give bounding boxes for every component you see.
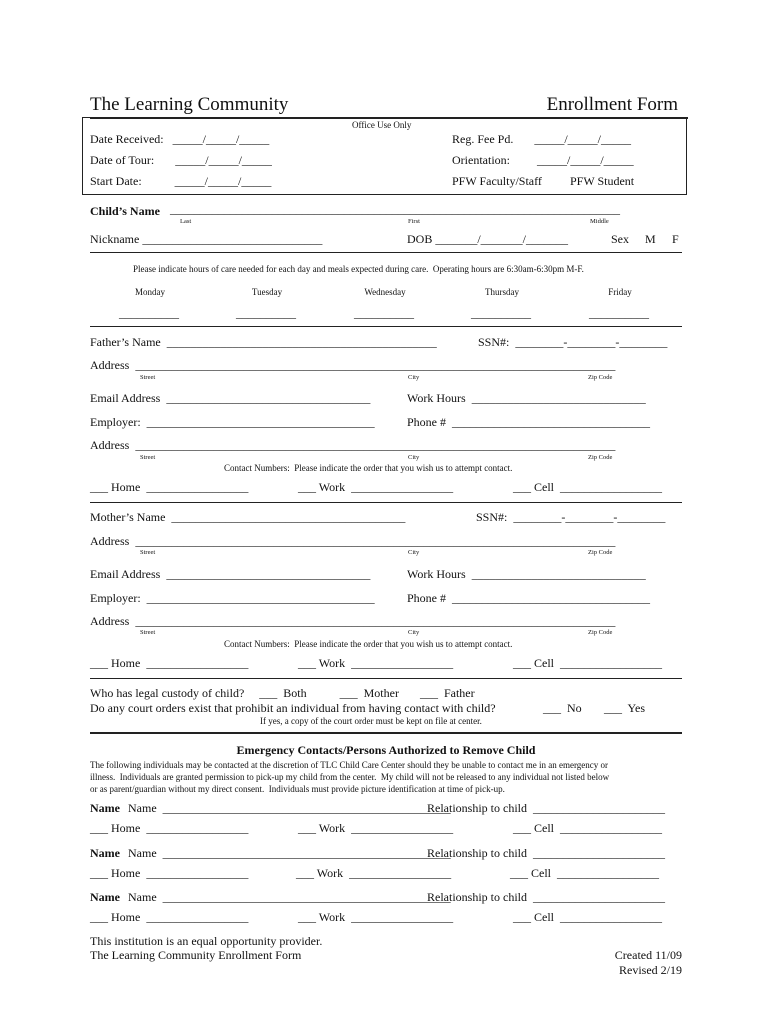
- day-tuesday: Tuesday: [251, 287, 283, 297]
- street-caption: Street: [140, 454, 156, 461]
- emergency-contact-2-name-input[interactable]: Name ________________________________________________: [128, 846, 451, 860]
- reg-fee-field[interactable]: Reg. Fee Pd. _____/_____/_____: [452, 132, 631, 146]
- monday-hours-input[interactable]: __________: [119, 306, 179, 320]
- office-use-label: Office Use Only: [352, 120, 412, 130]
- court-order-note: If yes, a copy of the court order must be kept on file at center.: [260, 716, 482, 726]
- mother-cell-phone-field[interactable]: ___ Cell _________________: [513, 656, 662, 670]
- father-employer-address-field[interactable]: Address ________________________________________________________________________________: [90, 438, 616, 452]
- orientation-field[interactable]: Orientation: _____/_____/_____: [452, 153, 634, 167]
- created-date: Created 11/09: [614, 948, 682, 962]
- sex-male-option[interactable]: M: [645, 232, 656, 246]
- childs-name-input[interactable]: ___________________________________________________________________________: [170, 202, 620, 216]
- emergency-contact-2-name-field[interactable]: [90, 846, 120, 861]
- wednesday-hours-input[interactable]: __________: [354, 306, 414, 320]
- emergency-contact-1-name-input[interactable]: Name ________________________________________________: [128, 801, 451, 815]
- day-friday: Friday: [608, 287, 632, 297]
- court-order-yes-option[interactable]: ___ Yes: [604, 701, 646, 715]
- mother-work-hours-field[interactable]: Work Hours _____________________________: [407, 567, 646, 581]
- start-date-field[interactable]: Start Date: _____/_____/_____: [90, 174, 272, 188]
- zip-caption: Zip Code: [588, 374, 613, 381]
- street-caption: Street: [140, 629, 156, 636]
- emergency-contact-2-home-field[interactable]: ___ Home _________________: [90, 866, 249, 880]
- mother-home-phone-field[interactable]: ___ Home _________________: [90, 656, 249, 670]
- emergency-contact-3-cell-field[interactable]: ___ Cell _________________: [513, 910, 662, 924]
- emergency-contact-2-work-field[interactable]: ___ Work _________________: [296, 866, 452, 880]
- mother-contact-note: Contact Numbers: Please indicate the order that you wish us to attempt contact.: [224, 639, 513, 649]
- court-order-no-option[interactable]: ___ No: [543, 701, 582, 715]
- care-note: Please indicate hours of care needed for each day and meals expected during care. Operating hours are 6:30am-6:30pm M-F.: [133, 264, 584, 274]
- footer-form-name: The Learning Community Enrollment Form: [90, 948, 302, 962]
- mother-employer-field[interactable]: Employer: ______________________________________: [90, 591, 375, 605]
- tuesday-hours-input[interactable]: __________: [236, 306, 296, 320]
- name-label: Name: [90, 890, 120, 904]
- father-phone-field[interactable]: Phone # _________________________________: [407, 415, 650, 429]
- emergency-text-line-1: The following individuals may be contacted at the discretion of TLC Child Care Center should they be unable to contact me in an emergency or: [90, 760, 609, 770]
- equal-opportunity-statement: This institution is an equal opportunity provider.: [90, 934, 323, 948]
- mother-name-field[interactable]: Mother’s Name _______________________________________: [90, 510, 406, 524]
- dob-field[interactable]: DOB _______/_______/_______: [407, 232, 569, 246]
- emergency-contact-3-home-field[interactable]: ___ Home _________________: [90, 910, 249, 924]
- father-cell-phone-field[interactable]: ___ Cell _________________: [513, 480, 662, 494]
- father-ssn-field[interactable]: SSN#: ________-________-________: [478, 335, 668, 349]
- mother-work-phone-field[interactable]: ___ Work _________________: [298, 656, 454, 670]
- emergency-contact-3-relationship-field[interactable]: Relationship to child ______________________: [427, 890, 665, 904]
- mother-address-field[interactable]: Address ________________________________________________________________________________: [90, 534, 616, 548]
- friday-hours-input[interactable]: __________: [589, 306, 649, 320]
- pfw-faculty-option[interactable]: PFW Faculty/Staff: [452, 174, 542, 188]
- zip-caption: Zip Code: [588, 629, 613, 636]
- sex-female-option[interactable]: F: [672, 232, 679, 246]
- name-label: Name: [90, 846, 120, 860]
- childs-name-label: Child’s Name: [90, 204, 160, 218]
- day-thursday: Thursday: [485, 287, 519, 297]
- emergency-heading: Emergency Contacts/Persons Authorized to Remove Child: [236, 743, 536, 757]
- emergency-contact-1-name-field[interactable]: [90, 801, 120, 816]
- child-section-rule: [90, 252, 682, 253]
- last-caption: Last: [180, 218, 192, 225]
- emergency-contact-1-work-field[interactable]: ___ Work _________________: [298, 821, 454, 835]
- father-name-field[interactable]: Father’s Name _____________________________________________: [90, 335, 437, 349]
- city-caption: City: [408, 549, 420, 556]
- sex-label: Sex: [611, 232, 629, 246]
- emergency-contact-1-relationship-field[interactable]: Relationship to child ______________________: [427, 801, 665, 815]
- mother-phone-field[interactable]: Phone # _________________________________: [407, 591, 650, 605]
- mother-email-field[interactable]: Email Address __________________________________: [90, 567, 371, 581]
- street-caption: Street: [140, 374, 156, 381]
- city-caption: City: [408, 629, 420, 636]
- mother-employer-address-field[interactable]: Address ________________________________________________________________________________: [90, 614, 616, 628]
- emergency-contact-1-cell-field[interactable]: ___ Cell _________________: [513, 821, 662, 835]
- custody-section-rule: [90, 732, 682, 734]
- father-address-field[interactable]: Address ________________________________________________________________________________: [90, 358, 616, 372]
- date-received-field[interactable]: Date Received: _____/_____/_____: [90, 132, 270, 146]
- pfw-student-option[interactable]: PFW Student: [570, 174, 635, 188]
- first-caption: First: [408, 218, 420, 225]
- revised-date: Revised 2/19: [619, 963, 682, 977]
- zip-caption: Zip Code: [588, 454, 613, 461]
- emergency-contact-2-relationship-field[interactable]: Relationship to child ______________________: [427, 846, 665, 860]
- father-contact-note: Contact Numbers: Please indicate the order that you wish us to attempt contact.: [224, 463, 513, 473]
- emergency-contact-1-home-field[interactable]: ___ Home _________________: [90, 821, 249, 835]
- emergency-text-line-3: or as parent/guardian without my direct consent. Individuals must provide picture identification at time of pick-up.: [90, 784, 505, 794]
- day-monday: Monday: [135, 287, 165, 297]
- mother-ssn-field[interactable]: SSN#: ________-________-________: [476, 510, 666, 524]
- emergency-contact-3-name-input[interactable]: Name ________________________________________________: [128, 890, 451, 904]
- care-section-rule: [90, 326, 682, 327]
- thursday-hours-input[interactable]: __________: [471, 306, 531, 320]
- custody-question[interactable]: Who has legal custody of child? ___ Both ___ Mother ___ Father: [90, 686, 475, 700]
- father-home-phone-field[interactable]: ___ Home _________________: [90, 480, 249, 494]
- emergency-text-line-2: illness. Individuals are granted permission to pick-up my child from the center. My child will not be released to any individual not listed below: [90, 772, 610, 782]
- city-caption: City: [408, 374, 420, 381]
- mother-section-rule: [90, 678, 682, 679]
- date-of-tour-field[interactable]: Date of Tour: _____/_____/_____: [90, 153, 272, 167]
- father-work-phone-field[interactable]: ___ Work _________________: [298, 480, 454, 494]
- father-email-field[interactable]: Email Address __________________________________: [90, 391, 371, 405]
- father-section-rule: [90, 502, 682, 503]
- org-name: The Learning Community: [90, 94, 289, 115]
- father-employer-field[interactable]: Employer: ______________________________________: [90, 415, 375, 429]
- form-title: Enrollment Form: [546, 94, 678, 115]
- city-caption: City: [408, 454, 420, 461]
- name-label: Name: [90, 801, 120, 815]
- emergency-contact-3-name-field[interactable]: [90, 890, 120, 905]
- father-work-hours-field[interactable]: Work Hours _____________________________: [407, 391, 646, 405]
- zip-caption: Zip Code: [588, 549, 613, 556]
- nickname-field[interactable]: Nickname ______________________________: [90, 232, 323, 246]
- court-order-question: Do any court orders exist that prohibit an individual from having contact with child?: [90, 701, 496, 715]
- emergency-contact-3-work-field[interactable]: ___ Work _________________: [298, 910, 454, 924]
- street-caption: Street: [140, 549, 156, 556]
- day-wednesday: Wednesday: [364, 287, 406, 297]
- middle-caption: Middle: [590, 218, 609, 225]
- emergency-contact-2-cell-field[interactable]: ___ Cell _________________: [510, 866, 659, 880]
